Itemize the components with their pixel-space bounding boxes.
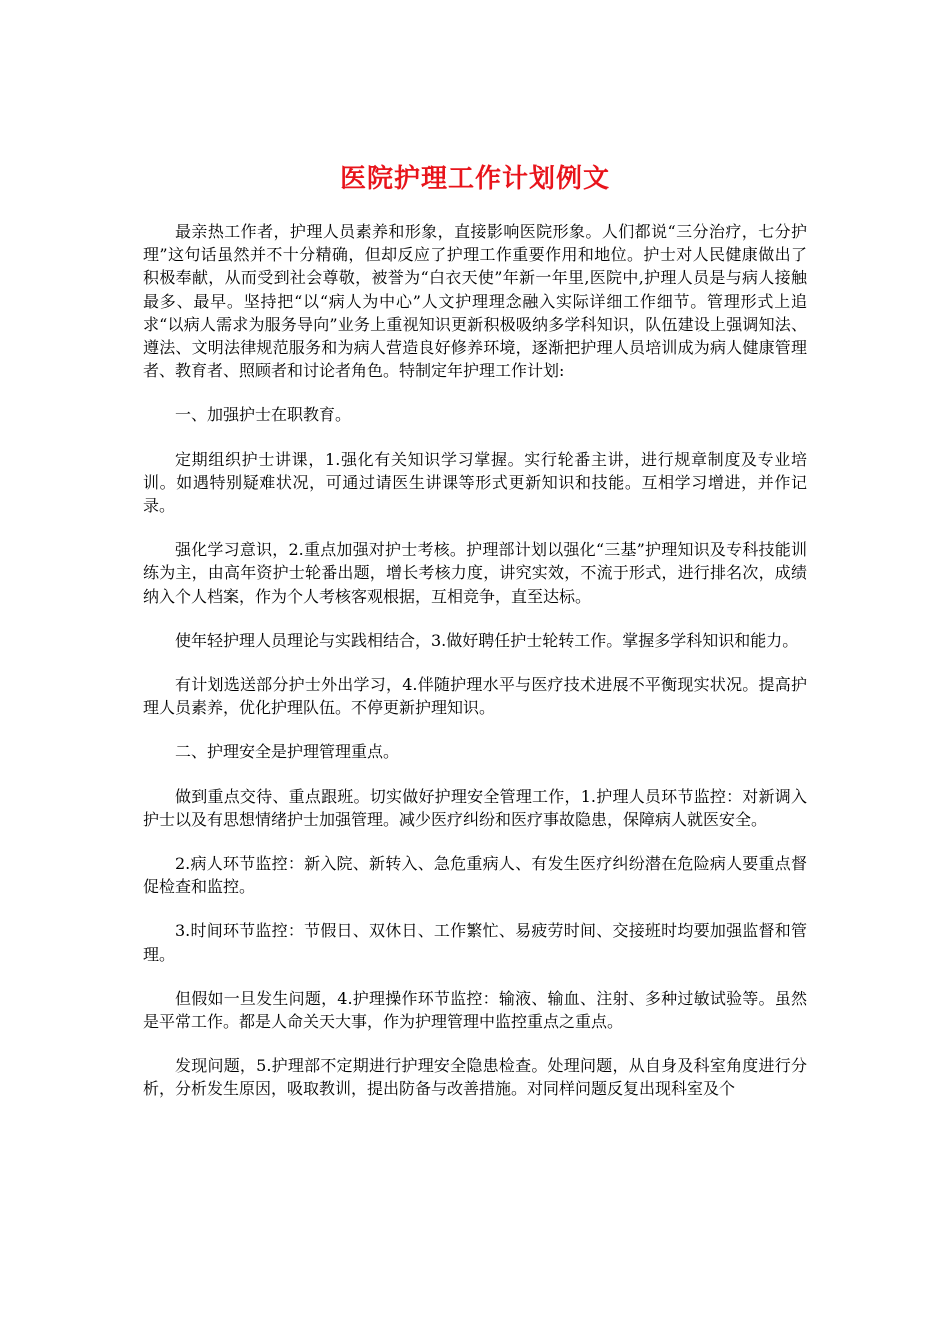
section-heading: 二、护理安全是护理管理重点。 [175, 742, 400, 762]
body-paragraph: 但假如一旦发生问题，4.护理操作环节监控：输液、输血、注射、多种过敏试验等。虽然是平常工作。都是人命关天大事，作为护理管理中监控重点之重点。 [143, 988, 807, 1032]
body-paragraph: 发现问题，5.护理部不定期进行护理安全隐患检查。处理问题，从自身及科室角度进行分析，分析发生原因，吸取教训，提出防备与改善措施。对同样问题反复出现科室及个 [143, 1056, 807, 1099]
section-heading: 一、加强护士在职教育。 [175, 405, 352, 425]
body-paragraph: 最亲热工作者，护理人员素养和形象，直接影响医院形象。人们都说“三分治疗，七分护理”这句话虽然并不十分精确，但却反应了护理工作重要作用和地位。护士对人民健康做出了积极奉献，从而受到社会尊敬，被誉为“白衣天使”年新一年里,医院中,护理人员是与病人接触最多、最早。坚持把“以“病人为中心”人文护理理念融入实际详细工作细节。管理形式上追求“以病人需求为服务导向”业务上重视知识更新积极吸纳多学科知识，队伍建设上强调知法、遵法、文明法律规范服务和为病人营造良好修养环境，逐渐把护理人员培训成为病人健康管理者、教育者、照顾者和讨论者角色。特制定年护理工作计划: [143, 222, 807, 381]
body-paragraph: 做到重点交待、重点跟班。切实做好护理安全管理工作，1.护理人员环节监控：对新调入护士以及有思想情绪护士加强管理。减少医疗纠纷和医疗事故隐患，保障病人就医安全。 [143, 786, 807, 829]
document-body [143, 220, 807, 1122]
body-paragraph: 3.时间环节监控：节假日、双休日、工作繁忙、易疲劳时间、交接班时均要加强监督和管理。 [143, 921, 807, 964]
document-title: 医院护理工作计划例文 [339, 164, 610, 194]
body-paragraph: 有计划选送部分护士外出学习，4.伴随护理水平与医疗技术进展不平衡现实状况。提高护理人员素养，优化护理队伍。不停更新护理知识。 [143, 675, 807, 718]
body-paragraph: 定期组织护士讲课，1.强化有关知识学习掌握。实行轮番主讲，进行规章制度及专业培训。如遇特别疑难状况，可通过请医生讲课等形式更新知识和技能。互相学习增进，并作记录。 [143, 449, 807, 516]
body-paragraph: 强化学习意识，2.重点加强对护士考核。护理部计划以强化“三基”护理知识及专科技能训练为主，由高年资护士轮番出题，增长考核力度，讲究实效，不流于形式，进行排名次，成绩纳入个人档案，作为个人考核客观根据，互相竞争，直至达标。 [143, 540, 807, 606]
body-paragraph: 2.病人环节监控：新入院、新转入、急危重病人、有发生医疗纠纷潜在危险病人要重点督促检查和监控。 [143, 854, 807, 897]
body-paragraph: 使年轻护理人员理论与实践相结合，3.做好聘任护士轮转工作。掌握多学科知识和能力。 [175, 630, 799, 650]
